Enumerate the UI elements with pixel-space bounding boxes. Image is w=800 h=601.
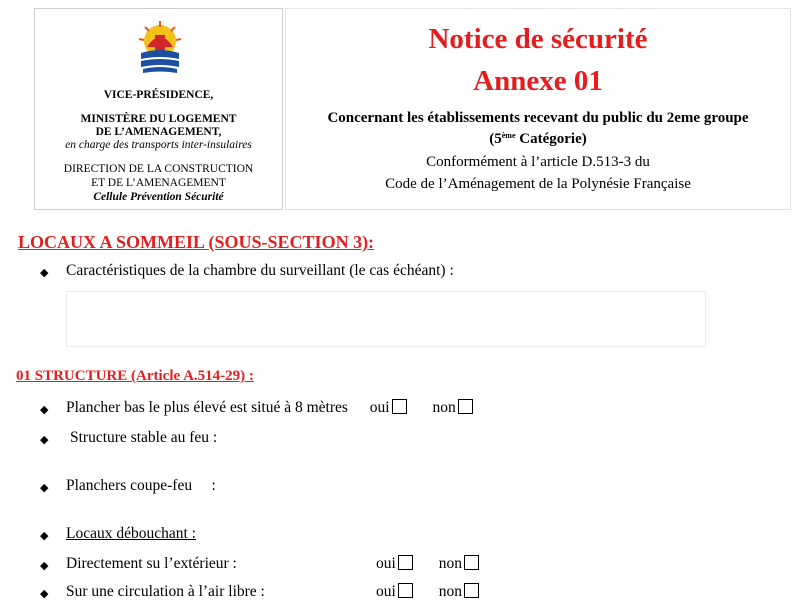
ref-line-2: Code de l’Aménagement de la Polynésie Française — [385, 176, 691, 192]
org-amenagement: DE L’AMENAGEMENT, — [95, 126, 222, 138]
bullet-icon: ◆ — [40, 588, 49, 600]
oui-label: oui — [376, 555, 396, 572]
title-box — [285, 8, 791, 210]
item-plancher-label: Plancher bas le plus élevé est situé à 8 mètres — [66, 399, 348, 416]
bullet-icon: ◆ — [40, 434, 49, 446]
bullet-icon: ◆ — [40, 482, 49, 494]
org-ministere: MINISTÈRE DU LOGEMENT — [80, 113, 237, 125]
concern-line: Concernant les établissements recevant du public du 2eme groupe — [327, 110, 749, 126]
bullet-icon: ◆ — [40, 404, 49, 416]
org-vice-presidence: VICE-PRÉSIDENCE, — [103, 89, 214, 101]
org-cellule: Cellule Prévention Sécurité — [93, 191, 224, 203]
options-circulation — [376, 583, 479, 601]
item-directement: Directement su l’extérieur : — [66, 555, 237, 572]
answer-field-chambre[interactable] — [66, 291, 706, 347]
header-org-box — [34, 8, 283, 210]
category-num: (5 — [489, 131, 502, 147]
document-title: Notice de sécurité — [428, 23, 648, 55]
item-structure-stable: Structure stable au feu : — [70, 429, 218, 446]
checkbox-non[interactable] — [464, 583, 479, 598]
checkbox-oui[interactable] — [398, 555, 413, 570]
non-label: non — [432, 399, 456, 416]
item-chambre: Caractéristiques de la chambre du surveillant (le cas échéant) : — [66, 262, 454, 279]
non-label: non — [438, 583, 462, 600]
item-circulation: Sur une circulation à l’air libre : — [66, 583, 265, 600]
org-direction-line2: ET DE L’AMENAGEMENT — [91, 177, 226, 189]
non-label: non — [438, 555, 462, 572]
category-line — [286, 131, 790, 148]
item-planchers-coupe-feu: Planchers coupe-feu : — [66, 477, 216, 494]
oui-label: oui — [376, 583, 396, 600]
org-transports: en charge des transports inter-insulaires — [65, 139, 252, 151]
checkbox-oui[interactable] — [398, 583, 413, 598]
bullet-icon: ◆ — [40, 530, 49, 542]
polynesia-emblem-logo — [133, 17, 187, 77]
options-directement — [376, 555, 479, 573]
org-direction: DIRECTION DE LA CONSTRUCTION — [63, 163, 254, 175]
section-heading-locaux: LOCAUX A SOMMEIL (SOUS-SECTION 3): — [18, 232, 375, 252]
bullet-icon: ◆ — [40, 560, 49, 572]
oui-label: oui — [369, 399, 390, 416]
category-rest: Catégorie) — [515, 131, 587, 147]
document-subtitle: Annexe 01 — [473, 65, 603, 97]
item-locaux-debouchant: Locaux débouchant : — [66, 525, 196, 542]
category-sup: ème — [501, 131, 516, 140]
bullet-icon: ◆ — [40, 267, 49, 279]
checkbox-non[interactable] — [458, 399, 473, 414]
section-heading-structure: 01 STRUCTURE (Article A.514-29) : — [16, 368, 254, 384]
checkbox-oui[interactable] — [392, 399, 407, 414]
checkbox-non[interactable] — [464, 555, 479, 570]
ref-line-1: Conformément à l’article D.513-3 du — [426, 154, 650, 170]
item-plancher — [66, 399, 473, 417]
